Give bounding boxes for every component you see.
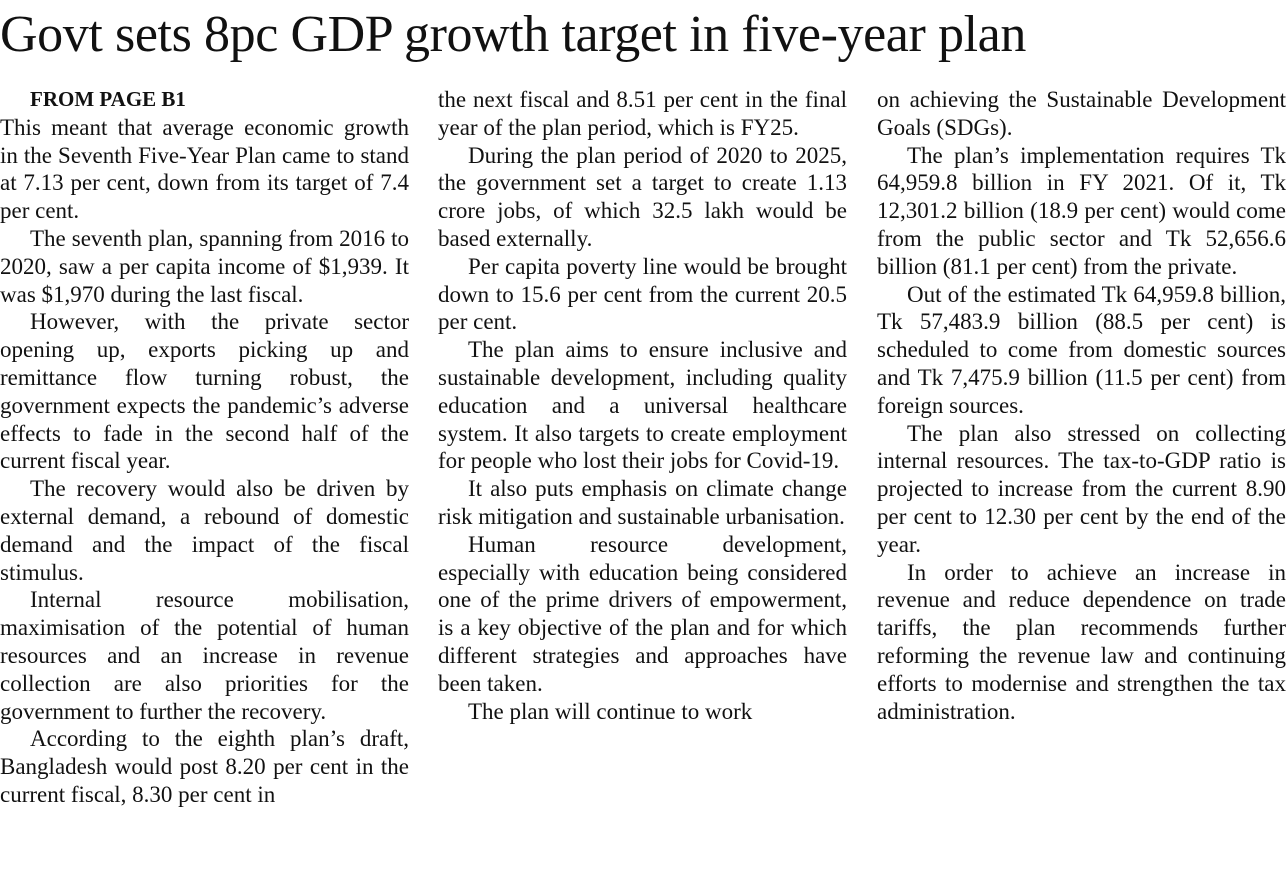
body-paragraph: During the plan period of 2020 to 2025, the government set a target to create 1.13 crore jobs, of which 32.5 lakh would be based externally. bbox=[438, 142, 847, 251]
article-column-2 bbox=[438, 86, 847, 725]
body-paragraph: Internal resource mobilisation, maximisation of the potential of human resources and an increase in revenue collection are also priorities for the government to further the recovery. bbox=[0, 587, 409, 724]
body-paragraph: The plan aims to ensure inclusive and sustainable development, including quality education and a universal healthcare system. It also targets to create employment for people who lost their jobs for Covid-19. bbox=[438, 337, 847, 474]
article-column-1 bbox=[0, 86, 409, 809]
body-paragraph: Out of the estimated Tk 64,959.8 billion, Tk 57,483.9 billion (88.5 per cent) is scheduled to come from domestic sources and Tk 7,475.9 billion (11.5 per cent) from foreign sources. bbox=[877, 281, 1286, 418]
headline: Govt sets 8pc GDP growth target in five-year plan bbox=[0, 6, 1026, 63]
body-paragraph-split-start: The plan will continue to work bbox=[468, 698, 753, 724]
body-paragraph: This meant that average economic growth in the Seventh Five-Year Plan came to stand at 7.13 per cent, down from its target of 7.4 per cent. bbox=[0, 114, 409, 224]
body-paragraph: In order to achieve an increase in revenue and reduce dependence on trade tariffs, the plan recommends further reforming the revenue law and continuing efforts to modernise and strengthen the tax administration. bbox=[877, 559, 1286, 724]
body-paragraph: The plan also stressed on collecting internal resources. The tax-to-GDP ratio is projected to increase from the current 8.90 per cent to 12.30 per cent by the end of the year. bbox=[877, 420, 1286, 557]
article-column-3 bbox=[877, 86, 1286, 725]
dateline: FROM PAGE B1 bbox=[30, 87, 186, 111]
body-paragraph-continued: on achieving the Sustainable Development Goals (SDGs). bbox=[877, 87, 1286, 140]
body-paragraph: However, with the private sector opening up, exports picking up and remittance flow turning robust, the government expects the pandemic’s adverse effects to fade in the second half of the current fiscal year. bbox=[0, 309, 409, 474]
body-paragraph-split-start: According to the eighth plan’s draft, Bangladesh would post 8.20 per cent in the current fiscal, 8.30 per cent in bbox=[0, 726, 409, 807]
body-paragraph-continued: the next fiscal and 8.51 per cent in the final year of the plan period, which is FY25. bbox=[438, 87, 847, 140]
body-paragraph: The seventh plan, spanning from 2016 to 2020, saw a per capita income of $1,939. It was $1,970 during the last fiscal. bbox=[0, 225, 409, 307]
body-paragraph: The plan’s implementation requires Tk 64,959.8 billion in FY 2021. Of it, Tk 12,301.2 billion (18.9 per cent) would come from the public sector and Tk 52,656.6 billion (81.1 per cent) from the private. bbox=[877, 142, 1286, 279]
body-paragraph: Human resource development, especially with education being considered one of the prime drivers of empowerment, is a key objective of the plan and for which different strategies and approaches have been taken. bbox=[438, 531, 847, 696]
body-paragraph: The recovery would also be driven by external demand, a rebound of domestic demand and the impact of the fiscal stimulus. bbox=[0, 476, 409, 585]
body-paragraph: Per capita poverty line would be brought down to 15.6 per cent from the current 20.5 per cent. bbox=[438, 253, 847, 335]
body-paragraph: It also puts emphasis on climate change risk mitigation and sustainable urbanisation. bbox=[438, 476, 847, 529]
